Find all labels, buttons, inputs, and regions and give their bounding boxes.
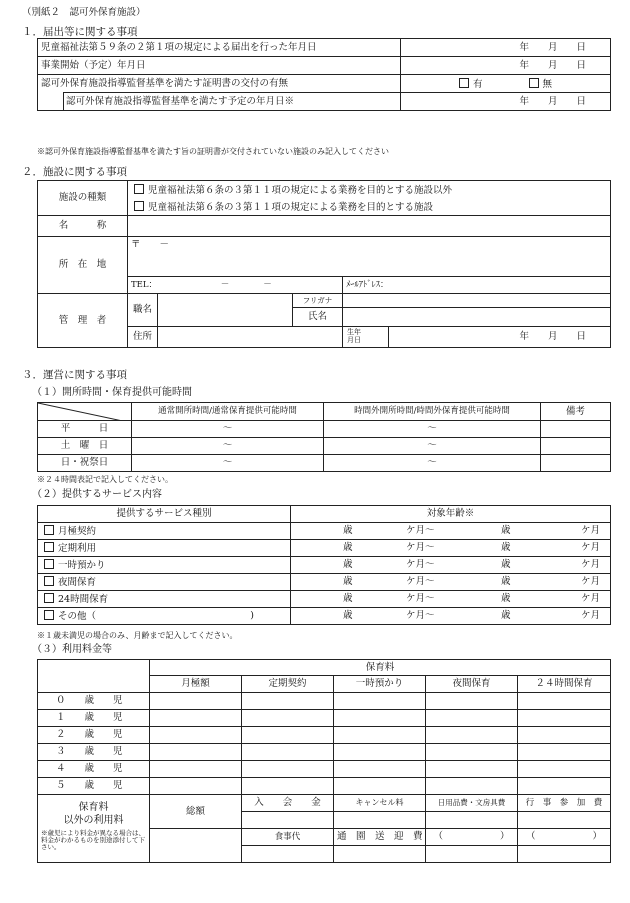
fee-cell[interactable] <box>242 727 334 744</box>
table-row <box>38 181 611 199</box>
age-to-months[interactable]: ケ月 <box>525 540 611 557</box>
age-to-years[interactable]: 歳 <box>443 608 525 625</box>
table-row <box>38 455 611 472</box>
saturday-extra[interactable]: ～ <box>324 438 541 455</box>
age-from-months[interactable]: ケ月～ <box>361 523 443 540</box>
table-row <box>38 523 611 540</box>
service-checkbox[interactable] <box>44 610 54 620</box>
manager-address-label: 住所 <box>128 327 158 348</box>
service-checkbox[interactable] <box>44 593 54 603</box>
holiday-remarks[interactable] <box>541 455 611 472</box>
furigana-label: フリガナ <box>293 295 342 308</box>
item-enrollment-fee: 入 会 金 <box>242 795 334 812</box>
fee-cell[interactable] <box>150 761 242 778</box>
section1-note: ※認可外保育施設指導監督基準を満たす旨の証明書が交付されていない施設のみ記入してください <box>37 147 389 156</box>
option-yes-label: 有 <box>472 78 483 90</box>
start-date-value[interactable]: 年 月 日 <box>401 57 611 75</box>
fee-cell[interactable] <box>426 710 518 727</box>
cancel-fee-value[interactable] <box>334 812 426 829</box>
age-to-years[interactable]: 歳 <box>443 557 525 574</box>
col-night: 夜間保育 <box>426 676 518 693</box>
planned-date-value[interactable]: 年 月 日 <box>401 93 611 111</box>
header-remarks: 備考 <box>541 403 611 421</box>
option-no-label: 無 <box>542 78 553 90</box>
section3-title: ３．運営に関する事項 <box>22 369 127 381</box>
job-title-value[interactable] <box>158 294 293 327</box>
attachment-title: （別紙２ 認可外保育施設） <box>22 7 146 18</box>
header-normal-hours: 通常開所時間/通常保育提供可能時間 <box>132 403 324 421</box>
table-row <box>38 660 611 676</box>
item-custom-2[interactable]: （ ） <box>518 829 611 846</box>
subsection1-title: （１）開所時間・保育提供可能時間 <box>32 387 192 398</box>
fee-cell[interactable] <box>242 761 334 778</box>
planned-date-label: 認可外保育施設指導監督基準を満たす予定の年月日※ <box>64 93 401 111</box>
fee-cell[interactable] <box>334 693 426 710</box>
other-fees-label-1: 保育料 <box>78 802 109 813</box>
service-label: 月極契約 <box>58 526 97 538</box>
fee-cell[interactable] <box>426 727 518 744</box>
fee-cell[interactable] <box>426 693 518 710</box>
fee-cell[interactable] <box>518 693 611 710</box>
custom-1-value[interactable] <box>426 846 518 863</box>
table-row <box>38 506 611 523</box>
age-to-years[interactable]: 歳 <box>443 591 525 608</box>
notice-date-value[interactable]: 年 月 日 <box>401 39 611 57</box>
header-service-type: 提供するサービス種別 <box>38 506 291 523</box>
job-title-label: 職名 <box>128 294 158 327</box>
checkbox-facility-other[interactable] <box>134 184 144 194</box>
fee-cell[interactable] <box>242 710 334 727</box>
fee-cell[interactable] <box>242 778 334 795</box>
item-cancel-fee: キャンセル料 <box>334 795 426 812</box>
other-close-paren: ) <box>250 610 254 621</box>
age-to-months[interactable]: ケ月 <box>525 608 611 625</box>
age-to-years[interactable]: 歳 <box>443 523 525 540</box>
certificate-label: 認可外保育施設指導監督基準を満たす証明書の交付の有無 <box>38 75 401 93</box>
fee-cell[interactable] <box>518 761 611 778</box>
holiday-label: 日・祝祭日 <box>38 455 132 472</box>
table-row <box>38 57 611 75</box>
total-value[interactable] <box>150 829 242 863</box>
weekday-normal[interactable]: ～ <box>132 421 324 438</box>
service-checkbox[interactable] <box>44 576 54 586</box>
saturday-normal[interactable]: ～ <box>132 438 324 455</box>
furigana-value[interactable] <box>343 294 610 308</box>
birth-label-1: 生年 <box>347 328 361 336</box>
hours-table <box>37 402 611 472</box>
service-label: 夜間保育 <box>58 577 97 589</box>
transport-fee-value[interactable] <box>334 846 426 863</box>
fee-cell[interactable] <box>518 727 611 744</box>
section2-table <box>37 180 611 348</box>
birth-label-2: 月日 <box>347 335 361 344</box>
table-row <box>38 591 611 608</box>
service-label: 定期利用 <box>58 543 97 555</box>
facility-type-label: 施設の種類 <box>38 181 128 216</box>
age-label: ３ 歳 児 <box>38 744 150 761</box>
hours-note: ※２４時間表記で記入してください。 <box>37 475 173 484</box>
name-value[interactable] <box>128 216 611 237</box>
weekday-extra[interactable]: ～ <box>324 421 541 438</box>
table-row <box>38 403 611 421</box>
age-from-months[interactable]: ケ月～ <box>361 557 443 574</box>
checkbox-facility-target[interactable] <box>134 201 144 211</box>
item-transport-fee: 通 園 送 迎 費 <box>334 829 426 846</box>
age-from-years[interactable]: 歳 <box>291 540 361 557</box>
fee-cell[interactable] <box>334 710 426 727</box>
total-label: 総額 <box>150 795 242 829</box>
subsection3-title: （３）利用料金等 <box>32 644 112 655</box>
age-to-months[interactable]: ケ月 <box>525 574 611 591</box>
item-event-fee: 行 事 参 加 費 <box>518 795 611 812</box>
fees-table <box>37 659 611 863</box>
weekday-label: 平 日 <box>38 421 132 438</box>
age-to-months[interactable]: ケ月 <box>525 557 611 574</box>
other-fees-label-2: 以外の利用料 <box>63 815 124 826</box>
table-row <box>38 795 611 812</box>
age-to-months[interactable]: ケ月 <box>525 591 611 608</box>
age-from-months[interactable]: ケ月～ <box>361 608 443 625</box>
facility-type-option1: 児童福祉法第６条の３第１１項の規定による業務を目的とする施設以外 <box>148 184 453 196</box>
address-label: 所 在 地 <box>38 237 128 294</box>
fee-cell[interactable] <box>150 744 242 761</box>
table-row <box>38 93 611 111</box>
enrollment-fee-value[interactable] <box>242 812 334 829</box>
fee-cell[interactable] <box>150 778 242 795</box>
fee-header: 保育料 <box>150 660 611 676</box>
fee-cell[interactable] <box>150 727 242 744</box>
col-temporary: 一時預かり <box>334 676 426 693</box>
checkbox-no[interactable] <box>529 78 539 88</box>
full-name-label: 氏名 <box>307 310 327 322</box>
start-date-label: 事業開始（予定）年月日 <box>38 57 401 75</box>
table-row <box>38 438 611 455</box>
table-row <box>38 216 611 237</box>
tel-field[interactable]: TEL： － － <box>128 277 343 294</box>
age-label: ５ 歳 児 <box>38 778 150 795</box>
custom-2-value[interactable] <box>518 846 611 863</box>
postal-code-field[interactable]: 〒 － <box>128 237 611 277</box>
col-regular: 定期契約 <box>242 676 334 693</box>
services-table <box>37 505 611 625</box>
other-fees-note: ※歳児により料金が異なる場合は、料金がわかるものを別途添付して下さい。 <box>41 829 145 852</box>
fee-cell[interactable] <box>426 761 518 778</box>
fee-cell[interactable] <box>426 778 518 795</box>
age-from-months[interactable]: ケ月～ <box>361 574 443 591</box>
table-row <box>38 727 611 744</box>
item-custom-1[interactable]: （ ） <box>426 829 518 846</box>
fee-cell[interactable] <box>426 744 518 761</box>
section1-table <box>37 38 611 111</box>
item-meal-fee: 食事代 <box>242 829 334 846</box>
service-label: 24時間保育 <box>58 594 109 606</box>
fee-cell[interactable] <box>334 744 426 761</box>
table-row <box>38 557 611 574</box>
table-row <box>38 574 611 591</box>
section2-title: ２．施設に関する事項 <box>22 166 127 178</box>
age-label: ２ 歳 児 <box>38 727 150 744</box>
age-from-years[interactable]: 歳 <box>291 591 361 608</box>
checkbox-yes[interactable] <box>459 78 469 88</box>
saturday-label: 土 曜 日 <box>38 438 132 455</box>
item-supplies-fee: 日用品費・文房具費 <box>426 795 518 812</box>
table-row <box>38 75 611 93</box>
table-row <box>38 778 611 795</box>
age-from-months[interactable]: ケ月～ <box>361 591 443 608</box>
diagonal-header-cell <box>38 403 132 421</box>
fee-cell[interactable] <box>518 710 611 727</box>
section1-title: １．届出等に関する事項 <box>22 26 138 38</box>
service-label: 一時預かり <box>58 560 106 572</box>
age-from-months[interactable]: ケ月～ <box>361 540 443 557</box>
table-row <box>38 39 611 57</box>
fee-cell[interactable] <box>518 778 611 795</box>
header-extra-hours: 時間外開所時間/時間外保育提供可能時間 <box>324 403 541 421</box>
fee-cell[interactable] <box>242 744 334 761</box>
table-row <box>38 710 611 727</box>
age-to-months[interactable]: ケ月 <box>525 523 611 540</box>
age-from-years[interactable]: 歳 <box>291 523 361 540</box>
service-checkbox[interactable] <box>44 525 54 535</box>
certificate-options <box>401 75 611 93</box>
fee-cell[interactable] <box>150 710 242 727</box>
age-from-years[interactable]: 歳 <box>291 557 361 574</box>
full-name-value[interactable] <box>343 308 610 326</box>
birth-date-value[interactable]: 年 月 日 <box>519 331 587 343</box>
event-fee-value[interactable] <box>518 812 611 829</box>
table-row <box>38 421 611 438</box>
fee-cell[interactable] <box>518 744 611 761</box>
fee-cell[interactable] <box>334 727 426 744</box>
manager-address-value[interactable] <box>158 327 343 348</box>
service-checkbox[interactable] <box>44 542 54 552</box>
age-label: １ 歳 児 <box>38 710 150 727</box>
subsection2-title: （２）提供するサービス内容 <box>32 489 162 500</box>
weekday-remarks[interactable] <box>541 421 611 438</box>
saturday-remarks[interactable] <box>541 438 611 455</box>
fee-cell[interactable] <box>334 778 426 795</box>
age-to-years[interactable]: 歳 <box>443 540 525 557</box>
fee-cell[interactable] <box>334 761 426 778</box>
age-from-years[interactable]: 歳 <box>291 608 361 625</box>
col-monthly: 月極額 <box>150 676 242 693</box>
age-label: ０ 歳 児 <box>38 693 150 710</box>
email-field[interactable]: ﾒｰﾙｱﾄﾞﾚｽ： <box>343 277 611 294</box>
table-row <box>38 761 611 778</box>
service-checkbox[interactable] <box>44 559 54 569</box>
holiday-normal[interactable]: ～ <box>132 455 324 472</box>
table-row <box>38 744 611 761</box>
supplies-fee-value[interactable] <box>426 812 518 829</box>
table-row <box>38 294 611 327</box>
notice-date-label: 児童福祉法第５９条の２第１項の規定による届出を行った年月日 <box>38 39 401 57</box>
fee-cell[interactable] <box>242 693 334 710</box>
age-from-years[interactable]: 歳 <box>291 574 361 591</box>
table-row <box>38 608 611 625</box>
holiday-extra[interactable]: ～ <box>324 455 541 472</box>
table-row <box>38 693 611 710</box>
header-target-age: 対象年齢※ <box>291 506 611 523</box>
table-row <box>38 540 611 557</box>
manager-label: 管 理 者 <box>38 294 128 348</box>
facility-type-option2: 児童福祉法第６条の３第１１項の規定による業務を目的とする施設 <box>148 201 434 213</box>
service-label: その他（ <box>58 611 97 623</box>
fee-cell[interactable] <box>150 693 242 710</box>
table-row <box>38 237 611 277</box>
age-label: ４ 歳 児 <box>38 761 150 778</box>
services-note: ※１歳未満児の場合のみ、月齢まで記入してください。 <box>37 631 238 640</box>
meal-fee-value[interactable] <box>242 846 334 863</box>
col-24h: ２４時間保育 <box>518 676 611 693</box>
name-label: 名 称 <box>38 216 128 237</box>
age-to-years[interactable]: 歳 <box>443 574 525 591</box>
